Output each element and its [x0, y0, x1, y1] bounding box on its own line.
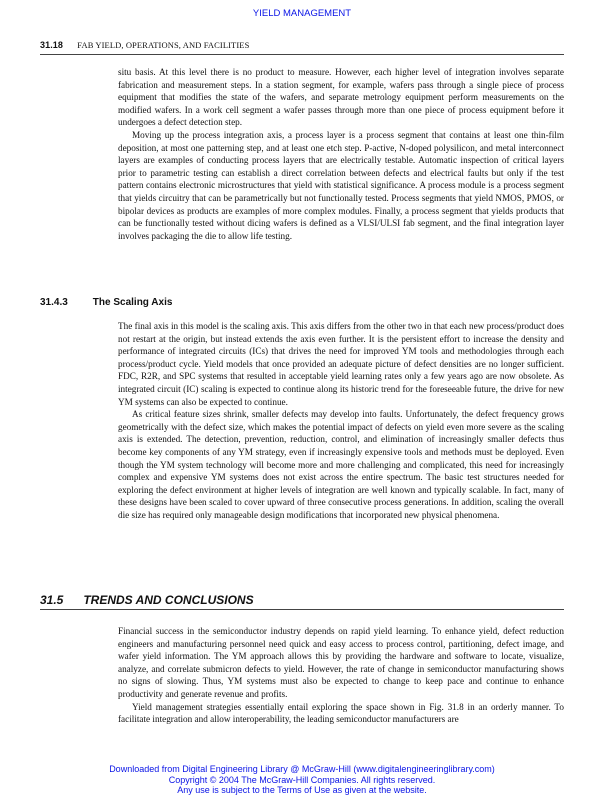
running-head: [40, 40, 565, 50]
body-block-2: [118, 320, 564, 522]
footer-terms: Any use is subject to the Terms of Use as given at the website.: [177, 785, 427, 795]
page-number: 31.18: [40, 40, 64, 50]
body-block-3: [118, 625, 564, 726]
footer-download-link[interactable]: Downloaded from Digital Engineering Library @ McGraw-Hill (www.digitalengineeringlibrary.com): [109, 764, 495, 774]
footer-copyright: Copyright © 2004 The McGraw-Hill Companies. All rights reserved.: [168, 774, 436, 785]
paragraph: The final axis in this model is the scaling axis. This axis differs from the other two in that each new process/product does not restart at the origin, but instead extends the axis even further. It is the persistent effort to increase the density and performance of integrated circuits (ICs) that drives the need for improved YM tools and methodologies through each process/product cycle. Yield models that once provided an adequate picture of defect densities are no longer sufficient. FDC, R2R, and SPC systems that resulted in acceptable yield learning rates only a few years ago are now obsolete. As integrated circuit (IC) scaling is expected to continue along its historic trend for the foreseeable future, the drive for new YM systems can also be expected to continue.: [118, 321, 564, 407]
section-rule: [40, 609, 564, 610]
paragraph: As critical feature sizes shrink, smaller defects may develop into faults. Unfortunately, the defect frequency grows geometrically with the defect size, which makes the potential impact of defects on yield even more severe as the scaling axis is extended. The detection, prevention, reduction, control, and elimination of increasingly smaller defects thus become key components of any YM strategy, even if increasingly expensive tools and methods must be deployed. Even though the YM system technology will become more and more challenging and complicated, this need for increasingly complex and expensive YM systems does not exist across the entire spectrum. The basic test structures needed for exploring the defect environment at higher levels of integration are well known and typically scalable. In fact, many of these designs have been scaled to cover upward of three consecutive process generations. In addition, scaling the overall die size has required only manageable design modifications that incorporated new physical phenomena.: [118, 409, 564, 520]
top-banner: YIELD MANAGEMENT: [252, 8, 352, 19]
body-block-1: [118, 66, 564, 242]
subsection-title: The Scaling Axis: [92, 297, 173, 308]
subsection-heading: [40, 297, 172, 308]
subsection-number: 31.4.3: [40, 297, 68, 308]
section-heading: [40, 593, 254, 607]
paragraph: Financial success in the semiconductor industry depends on rapid yield learning. To enhance yield, defect reduction engineers and manufacturing personnel need quick and easy access to process control, partitioning, defect image, and wafer yield information. The YM approach allows this by providing the hardware and software to locate, visualize, analyze, and correlate submicron defects to yield. However, the rate of change in semiconductor manufacturing shows no signs of slowing. Thus, YM systems must also be expected to change to keep pace and continue to enhance productivity and generate revenue and profits.: [118, 626, 564, 699]
paragraph: Moving up the process integration axis, a process layer is a process segment that contains at least one thin-film deposition, at most one patterning step, and at least one etch step. P-active, N-doped polysilicon, and metal interconnect layers are examples of conducting process layers that are electrically testable. Automatic inspection of critical layers prior to parametric testing can establish a direct correlation between defects and electrical faults but only if the test pattern contains electronic microstructures that yield with statistical significance. A process module is a process segment that yields circuitry that can be parametrically but not functionally tested. Process segments that yield NMOS, PMOS, or bipolar devices as products are examples of more complex modules. Finally, a process segment that yields products that can be functionally tested without dicing wafers is defined as a VLSI/ULSI fab segment, and the final integration layer involves packaging the die to allow life testing.: [118, 129, 564, 241]
section-title: TRENDS AND CONCLUSIONS: [83, 593, 254, 607]
chapter-title: FAB YIELD, OPERATIONS, AND FACILITIES: [77, 40, 250, 50]
section-number: 31.5: [40, 593, 64, 607]
paragraph: situ basis. At this level there is no product to measure. However, each higher level of integration involves separate fabrication and measurement steps. In a station segment, for example, wafers pass through a single piece of process equipment that modifies the state of the wafers, and separate metrology equipment perform measurements on the modified wafers. In a work cell segment a wafer passes through more than one piece of process equipment before it undergoes a defect detection step.: [118, 67, 564, 128]
header-rule: [40, 54, 564, 55]
footer: [0, 764, 604, 796]
paragraph: Yield management strategies essentially entail exploring the space shown in Fig. 31.8 in an orderly manner. To facilitate integration and allow interoperability, the leading semiconductor manufacturers are: [118, 701, 564, 725]
